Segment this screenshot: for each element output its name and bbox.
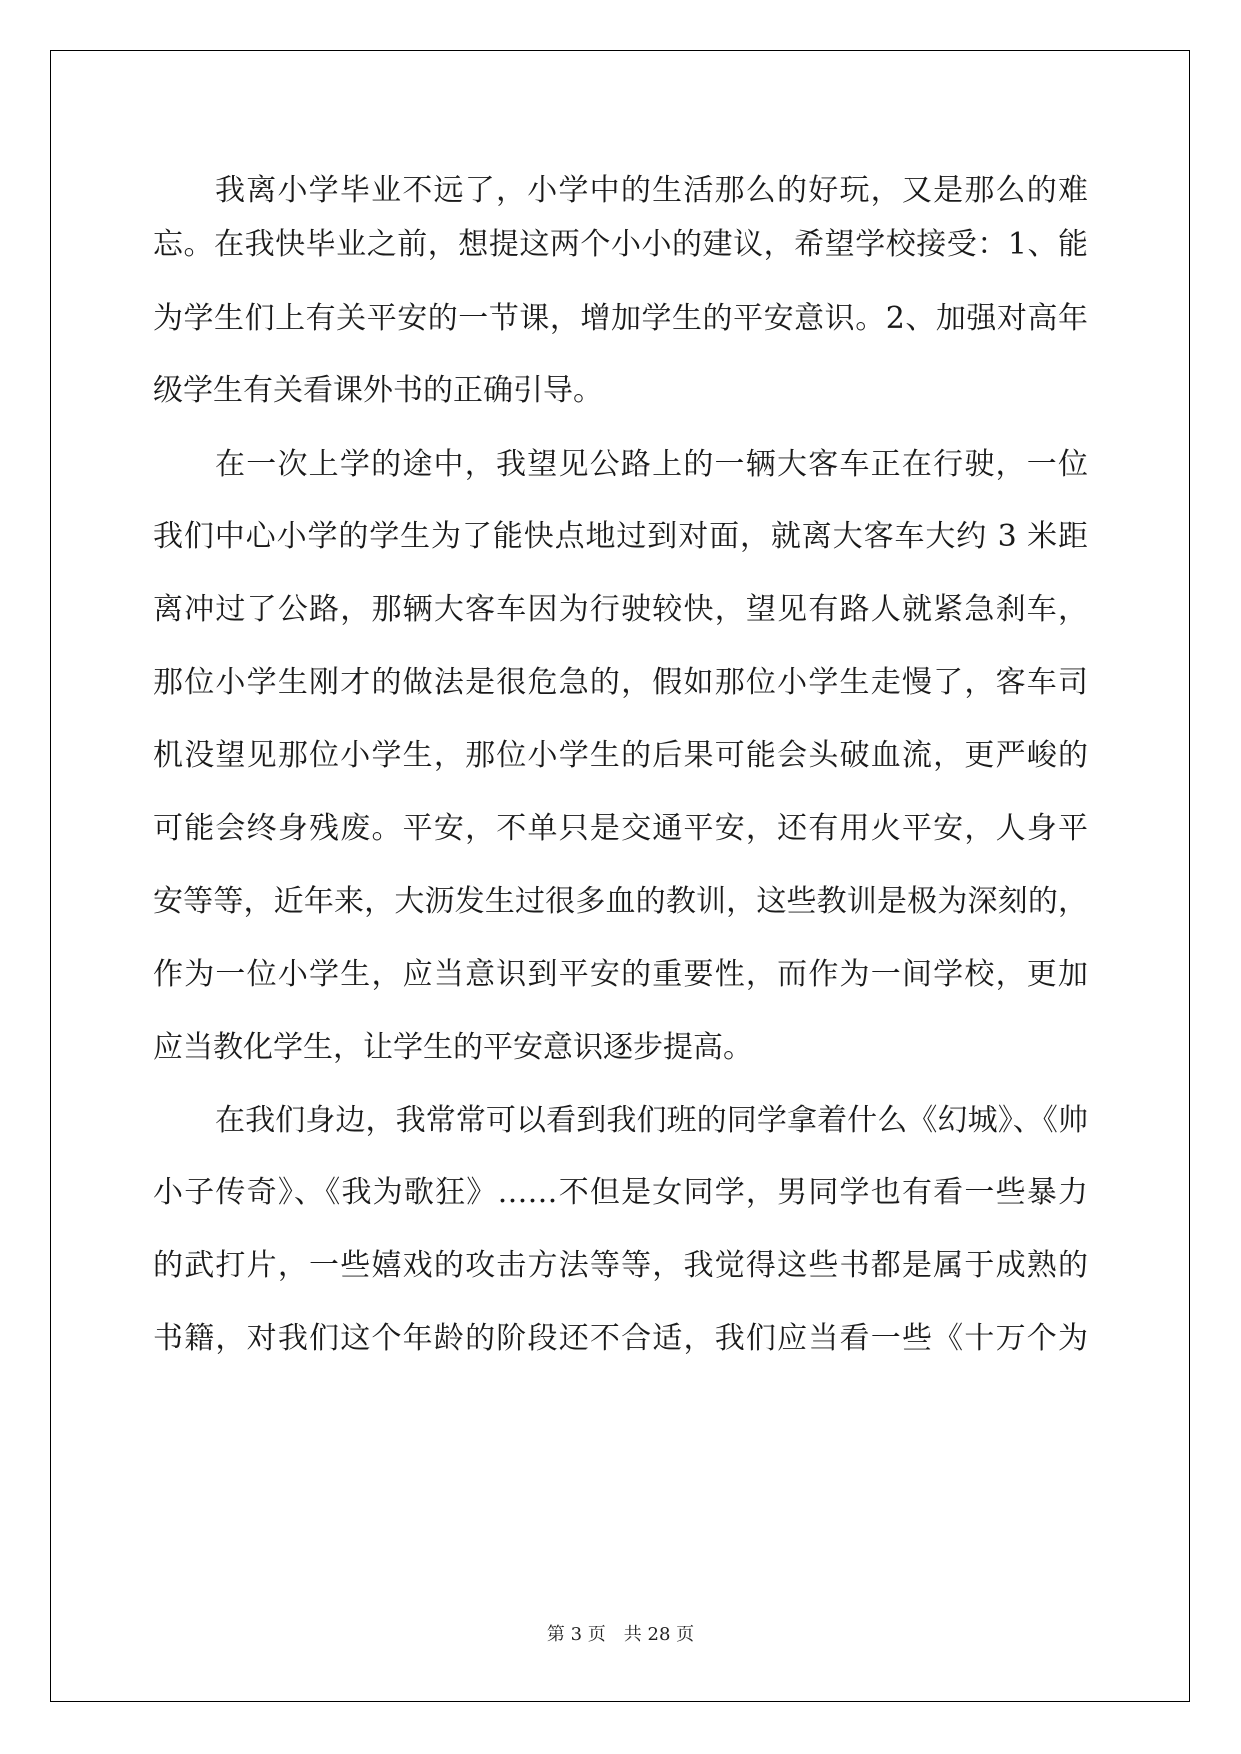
paragraph-1-line-3: 为学生们上有关平安的一节课，增加学生的平安意识。2、加强对高年	[153, 301, 1088, 336]
paragraph-2-line-3: 离冲过了公路，那辆大客车因为行驶较快，望见有路人就紧急刹车，	[153, 592, 1088, 627]
page-frame	[50, 50, 1190, 1702]
paragraph-2-line-6: 可能会终身残废。平安，不单只是交通平安，还有用火平安，人身平	[153, 811, 1088, 846]
paragraph-3-line-1: 在我们身边，我常常可以看到我们班的同学拿着什么《幻城》、《帅	[215, 1103, 1088, 1138]
paragraph-3-line-4: 书籍，对我们这个年龄的阶段还不合适，我们应当看一些《十万个为	[153, 1321, 1088, 1356]
paragraph-3-line-3: 的武打片，一些嬉戏的攻击方法等等，我觉得这些书都是属于成熟的	[153, 1248, 1088, 1283]
paragraph-2-line-1: 在一次上学的途中，我望见公路上的一辆大客车正在行驶，一位	[215, 447, 1088, 482]
paragraph-2-line-5: 机没望见那位小学生，那位小学生的后果可能会头破血流，更严峻的	[153, 738, 1088, 773]
paragraph-1-line-1: 我离小学毕业不远了，小学中的生活那么的好玩，又是那么的难	[215, 173, 1088, 208]
paragraph-2-line-8: 作为一位小学生，应当意识到平安的重要性，而作为一间学校，更加	[153, 957, 1088, 992]
paragraph-1-line-4: 级学生有关看课外书的正确引导。	[153, 373, 603, 408]
paragraph-2-line-7: 安等等，近年来，大沥发生过很多血的教训，这些教训是极为深刻的，	[153, 884, 1088, 919]
paragraph-3-line-2: 小子传奇》、《我为歌狂》……不但是女同学，男同学也有看一些暴力	[153, 1175, 1088, 1210]
paragraph-1-line-2: 忘。在我快毕业之前，想提这两个小小的建议，希望学校接受：1、能	[153, 227, 1088, 262]
paragraph-2-line-2: 我们中心小学的学生为了能快点地过到对面，就离大客车大约 3 米距	[153, 519, 1088, 554]
paragraph-2-line-9: 应当教化学生，让学生的平安意识逐步提高。	[153, 1030, 753, 1065]
paragraph-2-line-4: 那位小学生刚才的做法是很危急的，假如那位小学生走慢了，客车司	[153, 665, 1088, 700]
page-number-footer: 第 3 页 共 28 页	[546, 1624, 695, 1645]
